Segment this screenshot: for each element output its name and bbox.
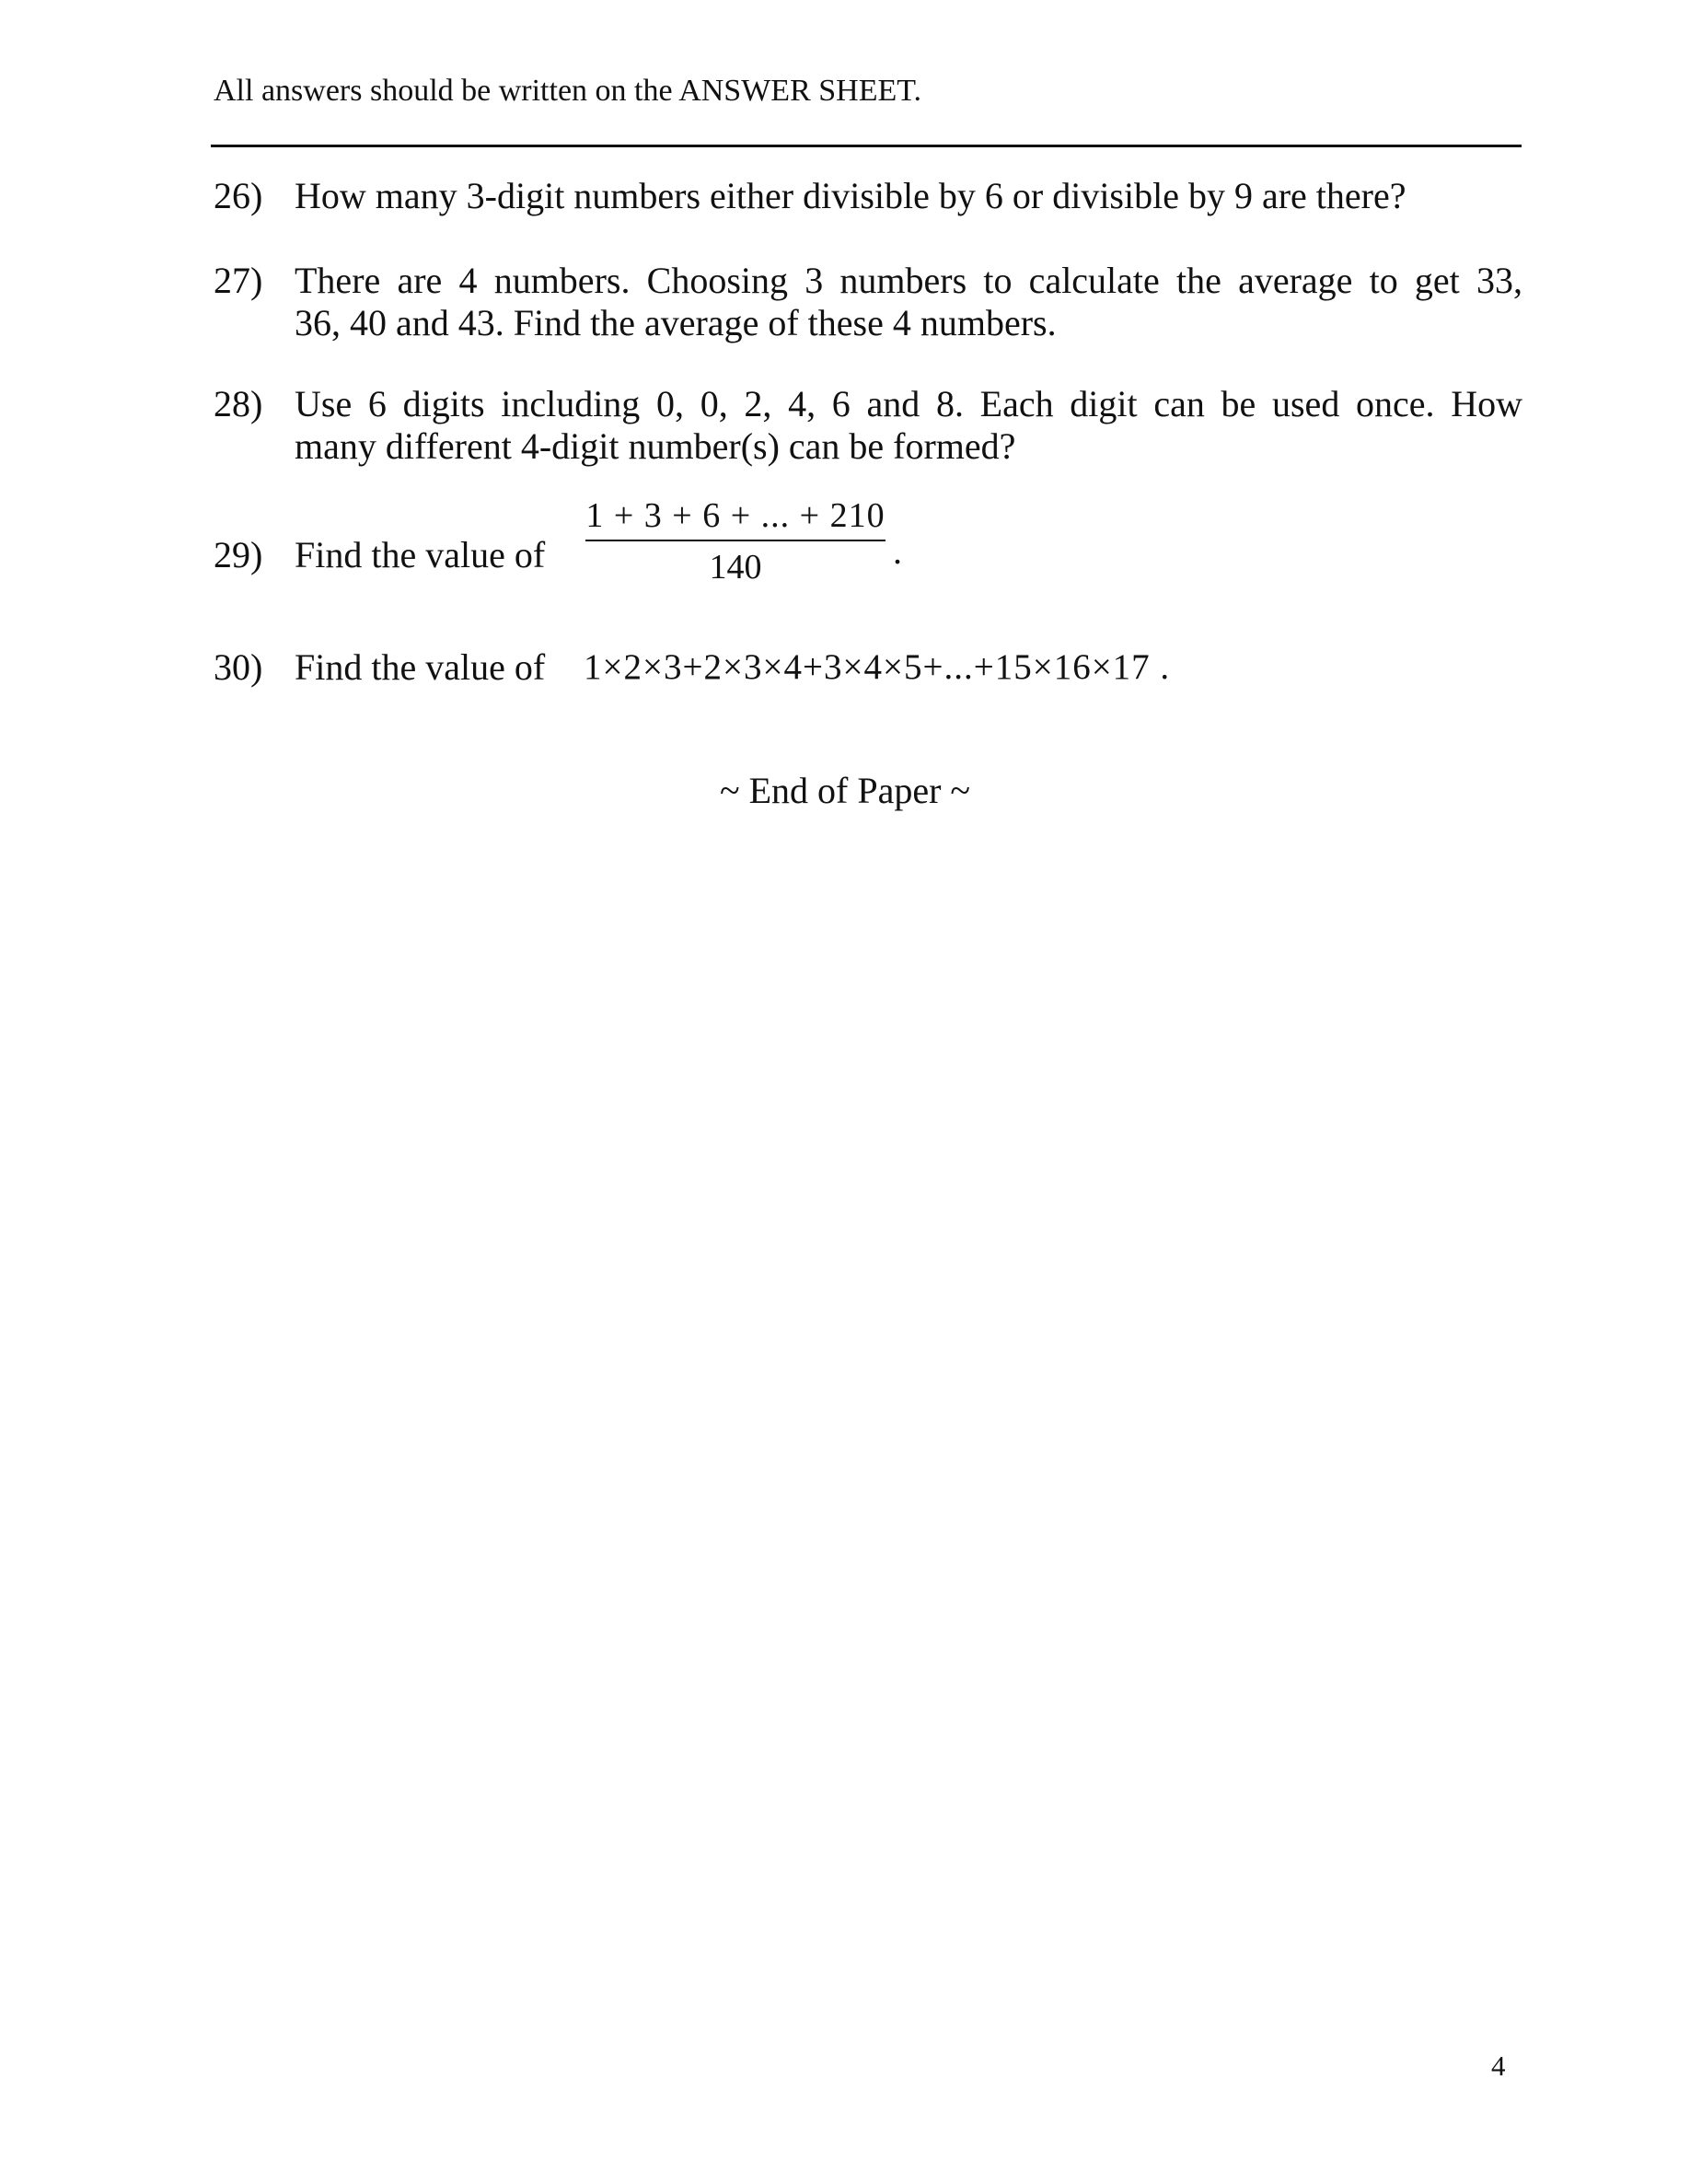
question-lead-text: Find the value of — [295, 646, 546, 688]
question-line: How many 3-digit numbers either divisible by 6 or divisible by 9 are there? — [295, 175, 1406, 216]
fraction-denominator: 140 — [709, 548, 762, 587]
question-number: 30) — [214, 646, 263, 688]
question-number: 26) — [214, 175, 263, 216]
fraction-numerator: 1 + 3 + 6 + ... + 210 — [585, 496, 886, 535]
question-line: Use 6 digits including 0, 0, 2, 4, 6 and 8. Each digit can be used once. How — [295, 383, 1522, 424]
instruction-note: All answers should be written on the ANSWER SHEET. — [214, 74, 922, 108]
question-lead-text: Find the value of — [295, 534, 546, 575]
question-text — [295, 383, 1522, 468]
fraction — [585, 495, 886, 587]
question-line: many different 4-digit number(s) can be formed? — [295, 425, 1016, 467]
page-number: 4 — [1491, 2050, 1506, 2082]
header-divider — [211, 145, 1522, 147]
question-text — [295, 175, 1522, 217]
question-number: 27) — [214, 260, 263, 301]
fraction-period: . — [893, 530, 902, 572]
question-number: 29) — [214, 534, 263, 575]
fraction-bar — [585, 540, 886, 541]
question-number: 28) — [214, 383, 263, 424]
question-text — [295, 260, 1522, 344]
question-line: 36, 40 and 43. Find the average of these 4 numbers. — [295, 302, 1057, 343]
end-of-paper: ~ End of Paper ~ — [719, 770, 971, 811]
question-line: There are 4 numbers. Choosing 3 numbers to calculate the average to get 33, — [295, 260, 1522, 301]
math-expression: 1×2×3+2×3×4+3×4×5+...+15×16×17 . — [584, 647, 1171, 687]
